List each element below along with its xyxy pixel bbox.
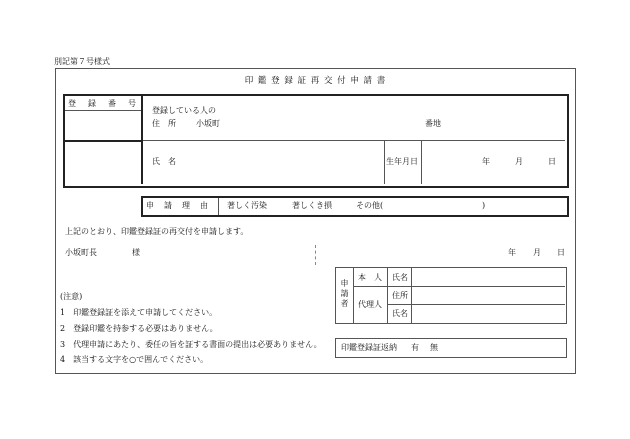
application-day-label: 日 — [557, 248, 565, 257]
agent-name-field[interactable] — [413, 306, 563, 321]
applicant-agent-label: 代理人 — [358, 300, 382, 309]
form-title: 印 鑑 登 録 証 再 交 付 申 請 書 — [244, 76, 387, 86]
address-label: 住 所 — [152, 119, 176, 128]
agent-address-label: 住所 — [392, 291, 408, 300]
note-item: 2 登録印鑑を持参する必要はありません。 — [60, 324, 218, 333]
address-field[interactable] — [230, 116, 420, 130]
reason-option-damaged[interactable]: 著しくき損 — [292, 201, 332, 210]
return-no-option[interactable]: 無 — [430, 343, 438, 352]
birthdate-label: 生年月日 — [386, 157, 418, 166]
birth-day-label: 日 — [548, 157, 556, 166]
form-label: 別記第７号様式 — [54, 57, 110, 66]
application-year-label: 年 — [508, 248, 516, 257]
self-name-label: 氏名 — [392, 273, 408, 282]
applicant-self-label: 本 人 — [358, 273, 382, 282]
note-item: 4 該当する文字を○で囲んでください。 — [60, 355, 209, 364]
registration-number-field[interactable] — [66, 112, 140, 139]
reason-option-soiled[interactable]: 著しく汚染 — [227, 201, 267, 210]
application-date-field[interactable] — [470, 244, 570, 260]
address-town: 小坂町 — [196, 119, 220, 128]
notes-title: (注意) — [60, 292, 83, 301]
name-label: 氏 名 — [152, 157, 176, 166]
registration-number-label: 登 録 番 号 — [68, 99, 138, 108]
registered-person-label: 登録している人の — [152, 106, 216, 115]
application-month-label: 月 — [533, 248, 541, 257]
reason-label: 申 請 理 由 — [146, 201, 209, 210]
reason-option-other[interactable]: その他( — [356, 201, 384, 210]
note-item: 1 印鑑登録証を添えて申請してください。 — [60, 308, 218, 317]
reason-close-paren: ) — [482, 201, 486, 210]
return-yes-option[interactable]: 有 — [411, 343, 419, 352]
self-name-field[interactable] — [413, 269, 563, 285]
center-divider — [315, 245, 316, 265]
name-field[interactable] — [190, 150, 380, 174]
birth-year-label: 年 — [482, 157, 490, 166]
birthdate-field[interactable] — [423, 150, 563, 174]
note-item: 3 代理申請にあたり、委任の旨を証する書面の提出は必要ありません。 — [60, 340, 322, 349]
agent-address-field[interactable] — [413, 288, 563, 303]
applicant-label: 申請者 — [340, 279, 349, 309]
birth-month-label: 月 — [515, 157, 523, 166]
agent-name-label: 氏名 — [392, 309, 408, 318]
return-label: 印鑑登録証返納 — [341, 343, 397, 352]
reason-other-field[interactable] — [392, 199, 478, 211]
addressee: 小坂町長 — [65, 248, 97, 257]
honorific: 様 — [132, 248, 140, 257]
address-banchi: 番地 — [425, 119, 441, 128]
statement-text: 上記のとおり、印鑑登録証の再交付を申請します。 — [65, 227, 249, 236]
